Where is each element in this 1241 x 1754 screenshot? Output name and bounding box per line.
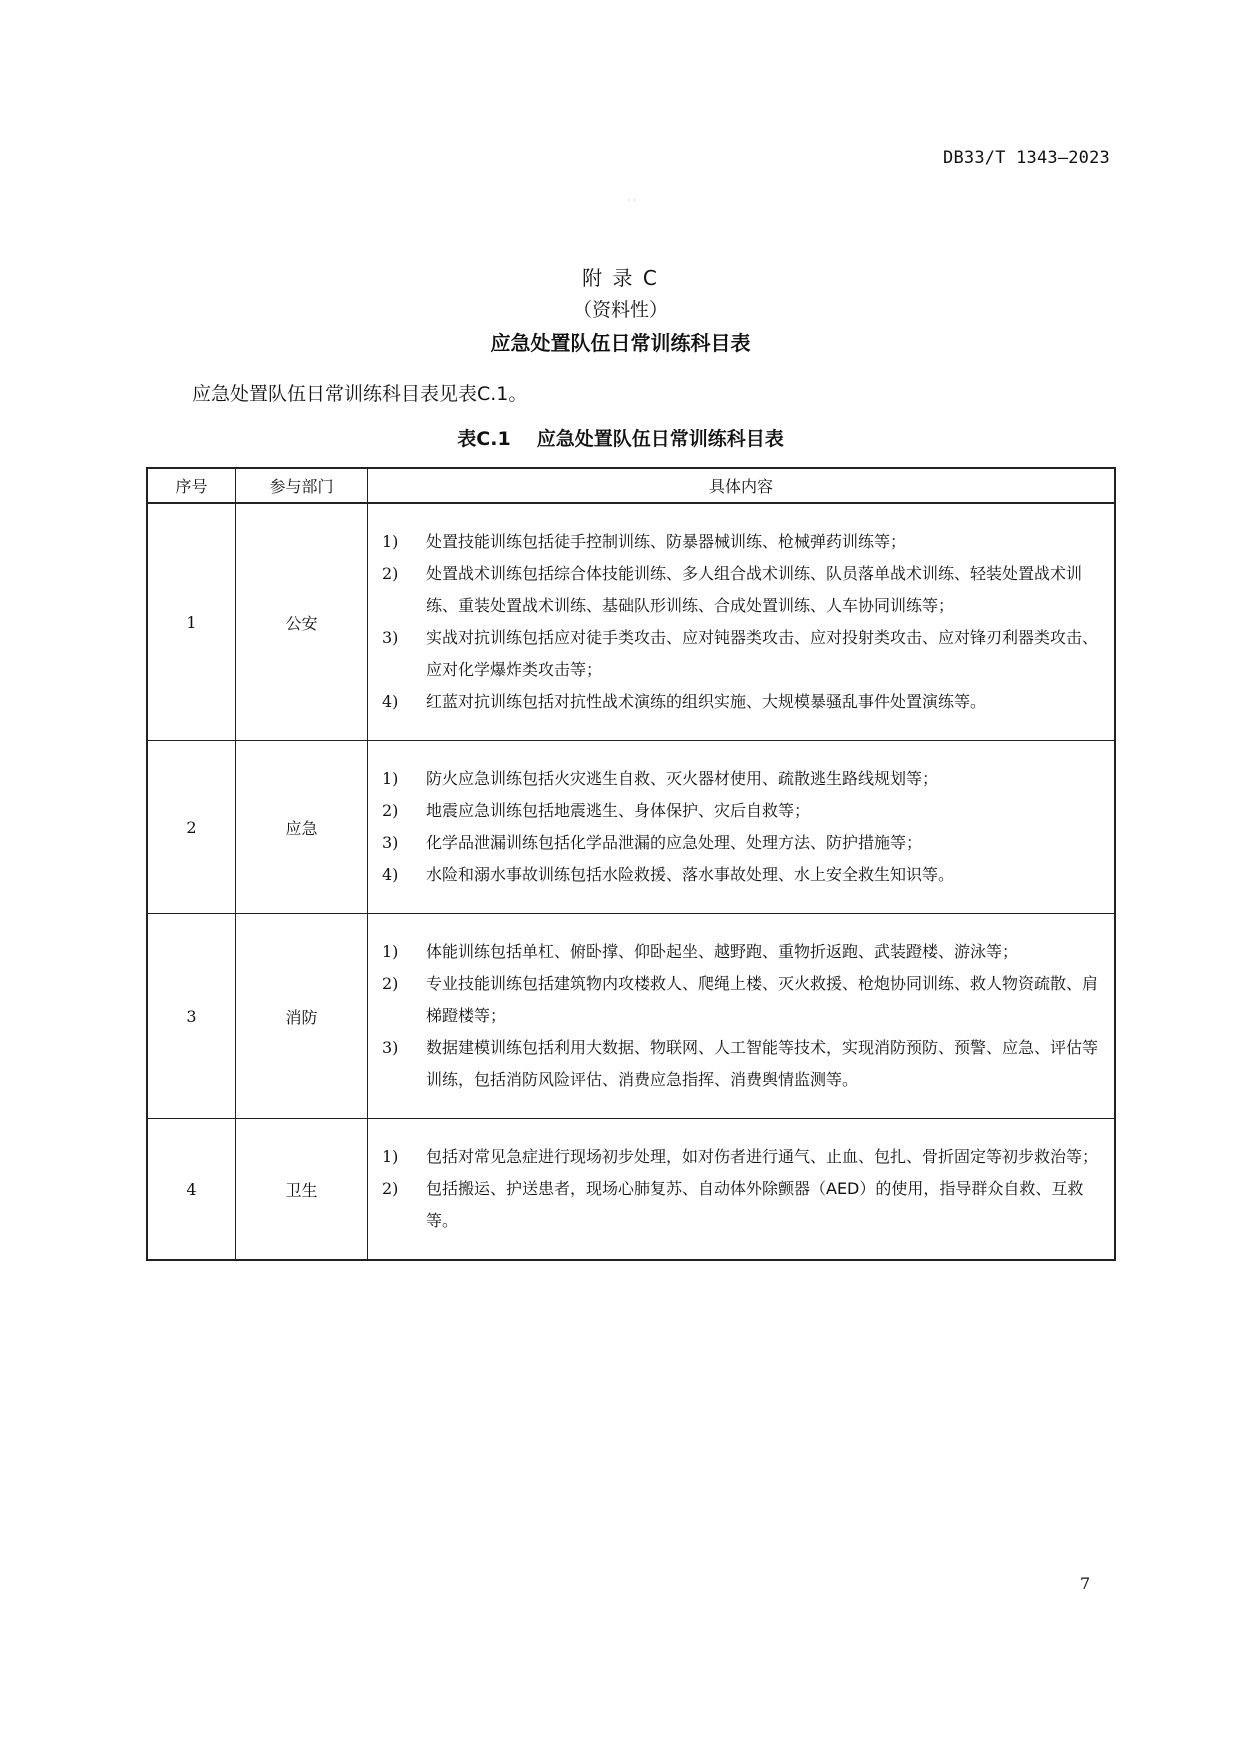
- appendix-nature: （资料性）: [572, 299, 668, 321]
- item-marker: 1): [382, 1147, 399, 1166]
- item-marker: 2): [382, 801, 399, 820]
- item-marker: 3): [382, 1038, 399, 1057]
- scan-mark: · ·: [628, 196, 636, 205]
- item-marker: 3): [382, 833, 399, 852]
- content-item: [382, 526, 1104, 558]
- item-text: 防火应急训练包括火灾逃生自救、灭火器材使用、疏散逃生路线规划等；: [426, 769, 939, 788]
- content-item: [382, 968, 1104, 1032]
- item-text: 处置技能训练包括徒手控制训练、防暴器械训练、枪械弹药训练等；: [426, 532, 907, 551]
- row-index: 3: [147, 914, 236, 1119]
- item-text: 处置战术训练包括综合体技能训练、多人组合战术训练、队员落单战术训练、轻装处置战术训练、重装处置战术训练、基础队形训练、合成处置训练、人车协同训练等；: [426, 564, 1083, 615]
- item-text: 水险和溺水事故训练包括水险救援、落水事故处理、水上安全救生知识等。: [426, 865, 955, 884]
- content-item: [382, 763, 1104, 795]
- row-department: 应急: [236, 741, 368, 914]
- item-marker: 4): [382, 692, 399, 711]
- item-text: 化学品泄漏训练包括化学品泄漏的应急处理、处理方法、防护措施等；: [426, 833, 923, 852]
- table-row: [147, 914, 1115, 1119]
- table-row: [147, 1119, 1115, 1261]
- row-content: [368, 503, 1116, 741]
- item-text: 专业技能训练包括建筑物内攻楼救人、爬绳上楼、灭火救援、枪炮协同训练、救人物资疏散、肩梯蹬楼等；: [426, 974, 1099, 1025]
- item-text: 包括对常见急症进行现场初步处理，如对伤者进行通气、止血、包扎、骨折固定等初步救治等；: [426, 1147, 1099, 1166]
- intro-paragraph: 应急处置队伍日常训练科目表见表C.1。: [192, 383, 528, 405]
- row-content: [368, 1119, 1116, 1261]
- header-department: 参与部门: [236, 468, 368, 503]
- item-text: 实战对抗训练包括应对徒手类攻击、应对钝器类攻击、应对投射类攻击、应对锋刃利器类攻击、应对化学爆炸类攻击等；: [426, 628, 1099, 679]
- content-item: [382, 622, 1104, 686]
- content-item: [382, 827, 1104, 859]
- content-item: [382, 1141, 1104, 1173]
- item-text: 体能训练包括单杠、俯卧撑、仰卧起坐、越野跑、重物折返跑、武装蹬楼、游泳等；: [426, 942, 1019, 961]
- header-content: 具体内容: [368, 468, 1116, 503]
- content-item: [382, 1173, 1104, 1237]
- row-department: 消防: [236, 914, 368, 1119]
- content-item: [382, 558, 1104, 622]
- table-row: [147, 741, 1115, 914]
- table-row: [147, 503, 1115, 741]
- content-item: [382, 859, 1104, 891]
- table-header-row: [147, 468, 1115, 503]
- row-department: 卫生: [236, 1119, 368, 1261]
- row-index: 2: [147, 741, 236, 914]
- item-marker: 1): [382, 532, 399, 551]
- item-marker: 2): [382, 974, 399, 993]
- content-item: [382, 795, 1104, 827]
- row-index: 1: [147, 503, 236, 741]
- item-text: 地震应急训练包括地震逃生、身体保护、灾后自救等；: [426, 801, 811, 820]
- item-marker: 4): [382, 865, 399, 884]
- appendix-title: 应急处置队伍日常训练科目表: [490, 331, 751, 355]
- table-caption-title: 应急处置队伍日常训练科目表: [536, 428, 784, 450]
- item-marker: 1): [382, 769, 399, 788]
- header-index: 序号: [147, 468, 236, 503]
- item-text: 红蓝对抗训练包括对抗性战术演练的组织实施、大规模暴骚乱事件处置演练等。: [426, 692, 987, 711]
- row-department: 公安: [236, 503, 368, 741]
- item-text: 包括搬运、护送患者，现场心肺复苏、自动体外除颤器（AED）的使用，指导群众自救、互救等。: [426, 1179, 1084, 1230]
- row-content: [368, 741, 1116, 914]
- content-item: [382, 1032, 1104, 1096]
- page-number: 7: [1080, 1574, 1091, 1593]
- appendix-label: 附 录 C: [582, 266, 659, 290]
- table-caption: [0, 424, 1241, 451]
- item-marker: 2): [382, 564, 399, 583]
- row-content: [368, 914, 1116, 1119]
- row-index: 4: [147, 1119, 236, 1261]
- standard-code: DB33/T 1343—2023: [943, 148, 1110, 168]
- item-marker: 3): [382, 628, 399, 647]
- item-text: 数据建模训练包括利用大数据、物联网、人工智能等技术，实现消防预防、预警、应急、评估等训练，包括消防风险评估、消费应急指挥、消费舆情监测等。: [426, 1038, 1099, 1089]
- training-table: [146, 467, 1116, 1261]
- content-item: [382, 936, 1104, 968]
- item-marker: 2): [382, 1179, 399, 1198]
- table-caption-number: 表C.1: [457, 428, 511, 450]
- item-marker: 1): [382, 942, 399, 961]
- content-item: [382, 686, 1104, 718]
